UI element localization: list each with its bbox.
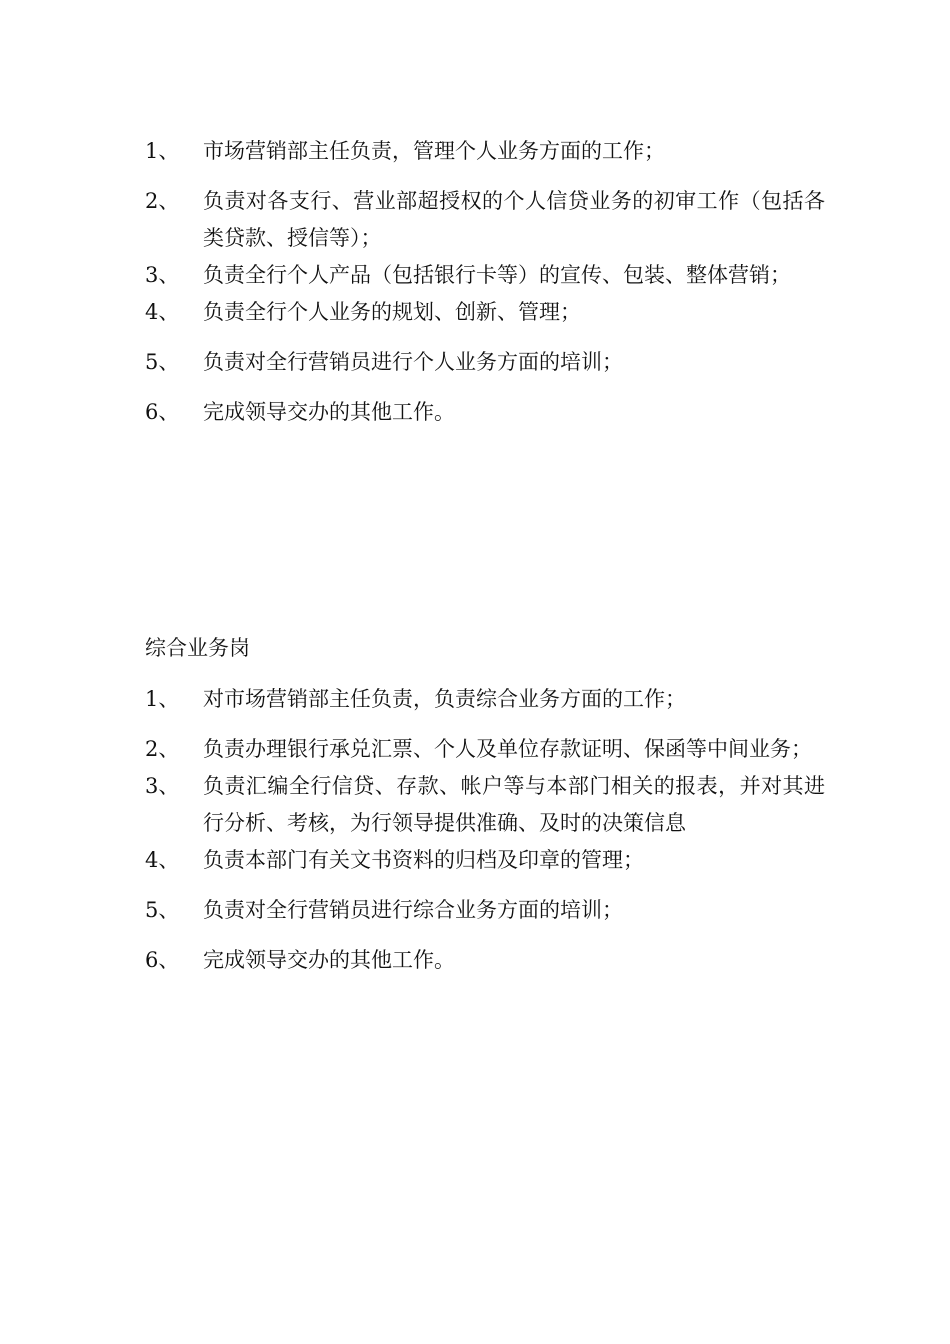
item-number: 1、 [145, 139, 180, 163]
list-item [145, 183, 825, 257]
list-item [145, 133, 825, 170]
list-item [145, 731, 825, 768]
duty-list-general [145, 681, 825, 992]
item-text: 负责办理银行承兑汇票、个人及单位存款证明、保函等中间业务； [203, 737, 812, 761]
item-number: 4、 [145, 848, 180, 872]
list-item [145, 344, 825, 381]
item-text: 负责对各支行、营业部超授权的个人信贷业务的初审工作（包括各类贷款、授信等）； [203, 189, 825, 250]
item-number: 5、 [145, 898, 180, 922]
item-number: 6、 [145, 400, 180, 424]
item-number: 3、 [145, 263, 180, 287]
list-item [145, 257, 825, 294]
item-text: 负责本部门有关文书资料的归档及印章的管理； [203, 848, 644, 872]
item-text: 负责全行个人产品（包括银行卡等）的宣传、包装、整体营销； [203, 263, 791, 287]
list-item [145, 294, 825, 331]
item-text: 完成领导交办的其他工作。 [203, 400, 455, 424]
section-title: 综合业务岗 [145, 636, 250, 660]
item-text: 负责对全行营销员进行综合业务方面的培训； [203, 898, 623, 922]
item-text: 负责对全行营销员进行个人业务方面的培训； [203, 350, 623, 374]
item-number: 2、 [145, 737, 180, 761]
list-item [145, 842, 825, 879]
item-number: 5、 [145, 350, 180, 374]
duty-list-personal [145, 133, 825, 444]
list-item [145, 892, 825, 929]
item-text: 负责汇编全行信贷、存款、帐户等与本部门相关的报表，并对其进行分析、考核，为行领导提供准确、及时的决策信息 [203, 774, 825, 835]
item-number: 2、 [145, 189, 180, 213]
item-text: 市场营销部主任负责，管理个人业务方面的工作； [203, 139, 665, 163]
item-number: 1、 [145, 687, 180, 711]
item-number: 3、 [145, 774, 180, 798]
item-text: 负责全行个人业务的规划、创新、管理； [203, 300, 581, 324]
item-number: 6、 [145, 948, 180, 972]
item-number: 4、 [145, 300, 180, 324]
list-item [145, 942, 825, 979]
list-item [145, 394, 825, 431]
item-text: 对市场营销部主任负责，负责综合业务方面的工作； [203, 687, 686, 711]
list-item [145, 768, 825, 842]
item-text: 完成领导交办的其他工作。 [203, 948, 455, 972]
list-item [145, 681, 825, 718]
